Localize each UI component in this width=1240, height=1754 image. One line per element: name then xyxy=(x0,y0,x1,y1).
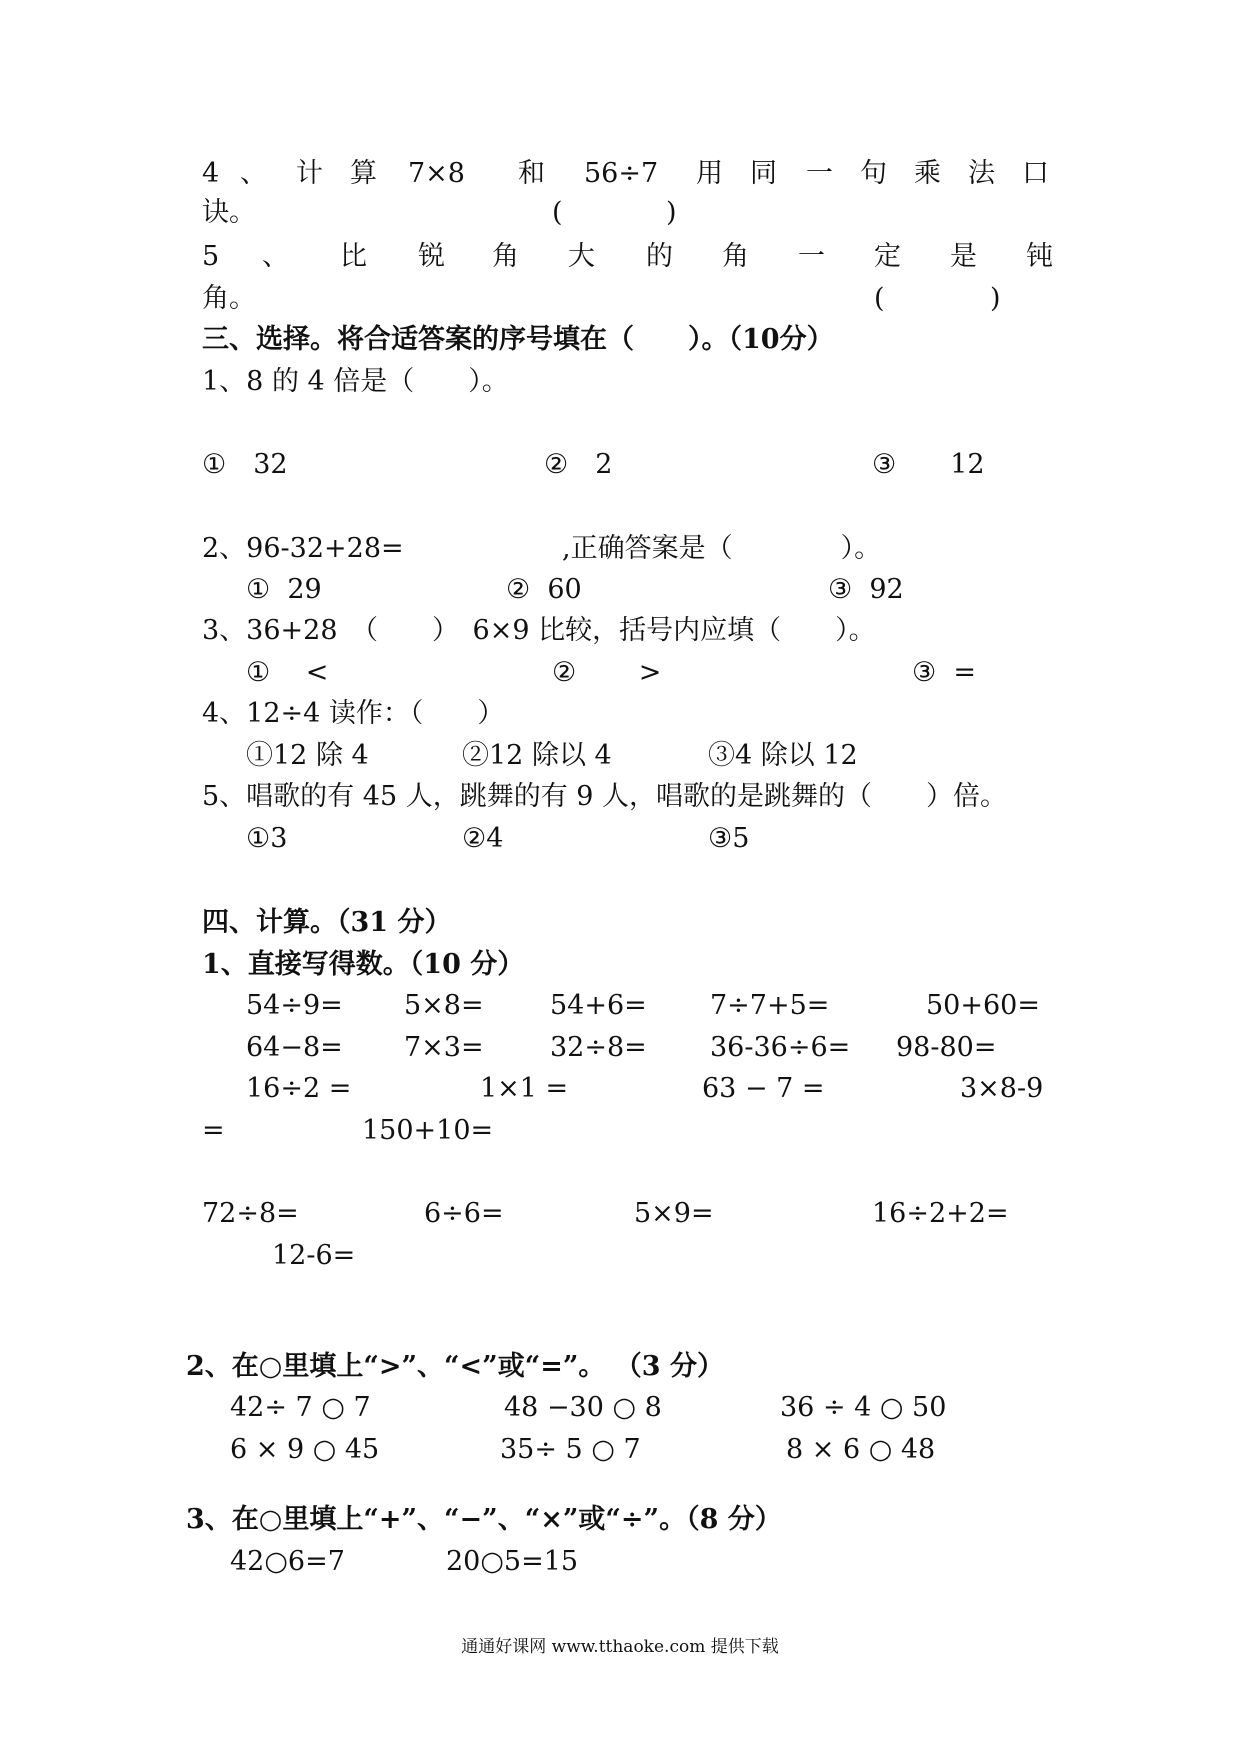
s3-q2-tail: ,正确答案是（ ）。 xyxy=(562,533,882,564)
q4-number: 4 xyxy=(202,158,220,189)
calc-item: 36-36÷6= xyxy=(710,1032,851,1063)
q5-char: 定 xyxy=(874,241,901,272)
calc-item: 7÷7+5= xyxy=(710,990,830,1021)
s3-q3-stem: 3、36+28 （ ） 6×9 比较，括号内应填（ ）。 xyxy=(202,615,876,646)
compare-item: 36 ÷ 4 ○ 50 xyxy=(780,1392,947,1423)
s3-q4-option-3[interactable]: ③4 除以 12 xyxy=(708,740,858,771)
q5-answer-open[interactable]: ( xyxy=(874,283,885,314)
q5-char: 比 xyxy=(340,241,367,272)
q4-char: 和 xyxy=(518,158,545,189)
q5-char: 大 xyxy=(568,241,595,272)
s3-q5-option-2[interactable]: ②4 xyxy=(462,823,504,854)
calc-item: 32÷8= xyxy=(550,1032,647,1063)
s3-q5-option-3[interactable]: ③5 xyxy=(708,823,750,854)
q5-char: 角 xyxy=(722,241,749,272)
calc-item: 54÷9= xyxy=(246,990,343,1021)
calc-item: 12-6= xyxy=(272,1240,356,1271)
calc-item: 5×9= xyxy=(634,1198,714,1229)
q5-answer-close: ) xyxy=(990,283,1001,314)
q4-char: 一 xyxy=(806,158,833,189)
q4-char: 7×8 xyxy=(408,158,465,189)
operator-item: 42○6=7 xyxy=(230,1546,345,1577)
calc-item: 6÷6= xyxy=(424,1198,504,1229)
s3-q1-stem: 1、8 的 4 倍是（ ）。 xyxy=(202,366,509,397)
q4-char: 同 xyxy=(750,158,777,189)
s3-q3-option-1[interactable]: ① < xyxy=(246,657,329,688)
s4-sub2-title: 2、在○里填上“>”、“<”或“=”。 （3 分） xyxy=(186,1351,724,1382)
compare-item: 48 −30 ○ 8 xyxy=(504,1392,662,1423)
s3-q2-option-3[interactable]: ③ 92 xyxy=(828,574,904,605)
s4-sub3-title: 3、在○里填上“+”、“−”、“×”或“÷”。（8 分） xyxy=(186,1504,782,1535)
q4-sep: 、 xyxy=(240,158,267,189)
q4-wrap: 诀。 xyxy=(202,197,256,228)
compare-item: 8 × 6 ○ 48 xyxy=(786,1434,936,1465)
calc-item: = xyxy=(202,1115,225,1146)
s3-q3-option-2[interactable]: ② > xyxy=(552,657,662,688)
calc-item: 3×8-9 xyxy=(960,1073,1044,1104)
s3-q1-option-3[interactable]: ③ 12 xyxy=(872,449,985,480)
s3-q2-option-2[interactable]: ② 60 xyxy=(506,574,582,605)
calc-item: 63 − 7 = xyxy=(702,1073,825,1104)
calc-item: 54+6= xyxy=(550,990,647,1021)
calc-item: 50+60= xyxy=(926,990,1040,1021)
s3-q5-stem: 5、唱歌的有 45 人，跳舞的有 9 人，唱歌的是跳舞的（ ）倍。 xyxy=(202,781,1008,812)
q5-char: 的 xyxy=(646,241,673,272)
calc-item: 72÷8= xyxy=(202,1198,299,1229)
q4-char: 算 xyxy=(350,158,377,189)
q4-char: 法 xyxy=(968,158,995,189)
q5-char: 一 xyxy=(798,241,825,272)
calc-item: 98-80= xyxy=(896,1032,997,1063)
calc-item: 5×8= xyxy=(404,990,484,1021)
s3-q5-option-1[interactable]: ①3 xyxy=(246,823,288,854)
page-footer: 通通好课网 www.tthaoke.com 提供下载 xyxy=(461,1637,779,1657)
calc-item: 150+10= xyxy=(362,1115,494,1146)
q5-wrap: 角。 xyxy=(202,283,256,314)
q4-char: 乘 xyxy=(914,158,941,189)
s3-q2-option-1[interactable]: ① 29 xyxy=(246,574,322,605)
q5-number: 5 xyxy=(202,241,220,272)
q4-char: 用 xyxy=(696,158,723,189)
s3-q1-option-1[interactable]: ① 32 xyxy=(202,449,288,480)
calc-item: 64−8= xyxy=(246,1032,343,1063)
section3-title: 三、选择。将合适答案的序号填在（ ）。（10分） xyxy=(202,324,834,355)
s3-q4-option-1[interactable]: ①12 除 4 xyxy=(246,740,369,771)
q4-answer-open[interactable]: ( xyxy=(552,197,563,228)
s3-q4-option-2[interactable]: ②12 除以 4 xyxy=(462,740,612,771)
q4-answer-close: ) xyxy=(666,197,677,228)
q5-char: 角 xyxy=(492,241,519,272)
q4-char: 句 xyxy=(860,158,887,189)
s3-q1-option-2[interactable]: ② 2 xyxy=(544,449,613,480)
s3-q4-stem: 4、12÷4 读作：（ ） xyxy=(202,698,505,729)
calc-item: 16÷2+2= xyxy=(872,1198,1009,1229)
q4-char: 计 xyxy=(296,158,323,189)
q5-char: 是 xyxy=(950,241,977,272)
calc-item: 7×3= xyxy=(404,1032,484,1063)
calc-item: 1×1 = xyxy=(480,1073,569,1104)
operator-item: 20○5=15 xyxy=(446,1546,579,1577)
calc-item: 16÷2 = xyxy=(246,1073,352,1104)
q5-char: 钝 xyxy=(1026,241,1053,272)
s4-sub1-title: 1、直接写得数。（10 分） xyxy=(202,949,525,980)
q5-char: 锐 xyxy=(418,241,445,272)
compare-item: 42÷ 7 ○ 7 xyxy=(230,1392,371,1423)
s3-q2-stem: 2、96-32+28= xyxy=(202,533,404,564)
section4-title: 四、计算。（31 分） xyxy=(202,907,452,938)
compare-item: 6 × 9 ○ 45 xyxy=(230,1434,380,1465)
q4-char: 口 xyxy=(1022,158,1049,189)
q4-char: 56÷7 xyxy=(584,158,659,189)
s3-q3-option-3[interactable]: ③ = xyxy=(912,657,976,688)
q5-sep: 、 xyxy=(262,241,289,272)
compare-item: 35÷ 5 ○ 7 xyxy=(500,1434,641,1465)
